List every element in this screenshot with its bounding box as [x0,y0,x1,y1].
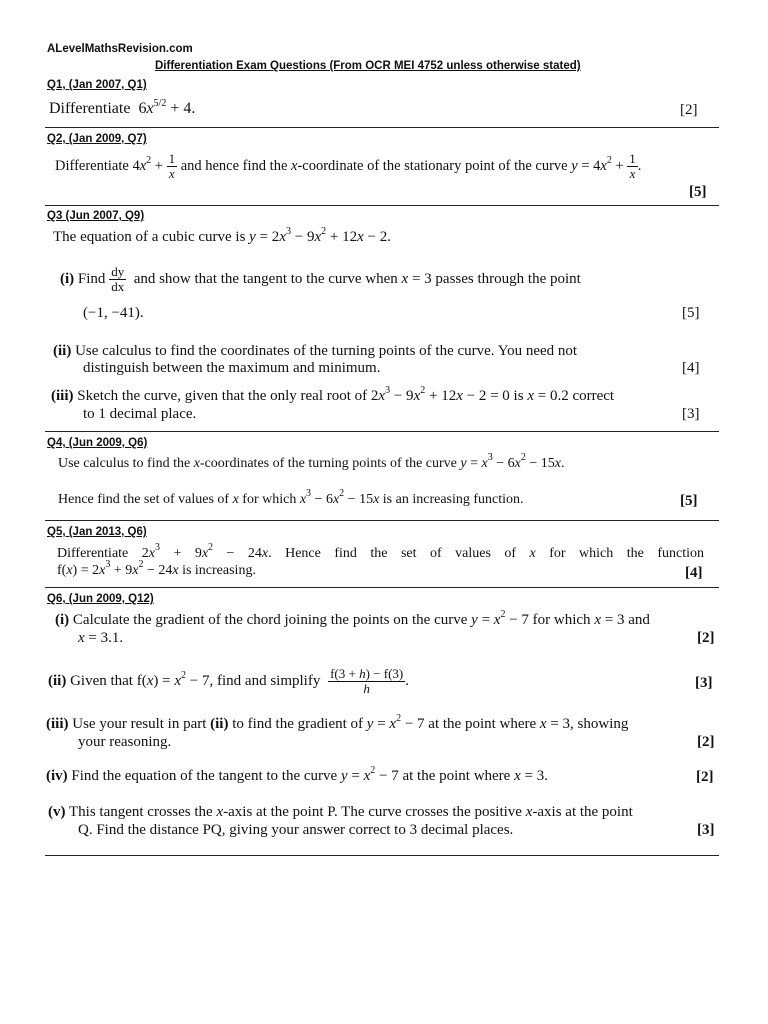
q2-heading: Q2, (Jan 2009, Q7) [47,133,147,145]
q4-line2: Hence find the set of values of x for which $x^3 - 6x^2 - 15x$ is an increasing function. [58,488,524,507]
q6-mark-v: [3] [697,822,715,838]
q6-part-iii: (iii) Use your result in part (ii) to find the gradient of $y = x^2 - 7$ at the point where x = 3, showing [46,713,629,732]
q3-part-ii-line2: distinguish between the maximum and minimum. [83,360,381,376]
q4-mark: [5] [680,493,698,509]
q6-part-v-line2: Q. Find the distance PQ, giving your answer correct to 3 decimal places. [78,822,514,838]
q5-line2: $f(x) = 2x^3 + 9x^2 - 24x$ is increasing. [57,559,256,578]
q6-part-i: (i) Calculate the gradient of the chord joining the points on the curve $y = x^2 - 7$ for which x = 3 and [55,609,650,628]
q3-point: (−1, −41). [83,305,144,321]
q6-part-iv: (iv) Find the equation of the tangent to the curve $y = x^2 - 7$ at the point where x = 3. [46,765,548,784]
q3-mark-i: [5] [682,305,700,321]
q3-part-i: (i) Find $\frac{dy}{dx}$ and show that the tangent to the curve when x = 3 passes through the point [60,264,581,294]
q5-heading: Q5, (Jan 2013, Q6) [47,526,147,538]
q3-part-iii-line2: to 1 decimal place. [83,406,197,422]
q1-text: Differentiate $6x^{5/2} + 4$. [49,98,196,117]
q2-fraction-2: $\frac{1}{x}$ [629,151,636,181]
q3-dydx: $\frac{dy}{dx}$ [111,264,125,294]
q3-divider [45,431,719,432]
q6-mark-iii: [2] [697,734,715,750]
q6-part-v: (v) This tangent crosses the x-axis at the point P. The curve crosses the positive x-axis at the point [48,804,633,820]
q1-heading: Q1, (Jan 2007, Q1) [47,79,147,91]
q1-mark: [2] [680,102,698,118]
q4-line1: Use calculus to find the x-coordinates of the turning points of the curve $y = x^3 - 6x^2 - 15x$. [58,452,565,471]
q5-mark: [4] [685,565,703,581]
site-name: ALevelMathsRevision.com [47,43,193,55]
q2-rest: and hence find the [180,157,288,174]
q5-divider [45,587,719,588]
q6-part-i-line2: x = 3.1. [78,630,124,646]
q6-part-ii: (ii) Given that $f(x) = x^2 - 7$, find and simplify $\frac{f(3 + h) - f(3)}{h}$ . [48,666,409,696]
q3-part-iii: (iii) Sketch the curve, given that the only real root of $2x^3 - 9x^2 + 12x - 2 = 0$ is x = 0.2 correct [51,385,615,404]
page-subtitle: Differentiation Exam Questions (From OCR MEI 4752 unless otherwise stated) [155,60,581,72]
q6-mark-ii: [3] [695,675,713,691]
q3-mark-iii: [3] [682,406,700,422]
q2-fraction: $\frac{1}{x}$ [168,151,176,181]
q6-part-iii-line2: your reasoning. [78,734,172,750]
q3-intro: The equation of a cubic curve is $y = 2x^3 - 9x^2 + 12x - 2$. [53,226,391,245]
q4-heading: Q4, (Jun 2009, Q6) [47,437,148,449]
q2-text: Differentiate $4x^2$ + $\frac{1}{x}$ and hence find the x-coordinate of the stationary point of the curve $y = 4x^2$ + $\frac{1}{x}$ . [55,151,642,181]
q2-divider [45,205,719,206]
q3-mark-ii: [4] [682,360,700,376]
q5-line1: Differentiate $2x^3 + 9x^2 - 24x$. Hence find the set of values of x for which the function [57,542,704,561]
q6-difference-quotient: $\frac{f(3 + h) - f(3)}{h}$ [330,666,404,696]
q1-divider [45,127,719,128]
q6-mark-i: [2] [697,630,715,646]
q4-divider [45,520,719,521]
q3-heading: Q3 (Jun 2007, Q9) [47,210,145,222]
q6-heading: Q6, (Jun 2009, Q12) [47,593,154,605]
q2-mark: [5] [689,184,707,200]
q6-divider [45,855,719,856]
q1-differentiate: Differentiate [49,100,131,117]
q2-differentiate: Differentiate [55,157,129,174]
q6-mark-iv: [2] [696,769,714,785]
q3-part-ii: (ii) Use calculus to find the coordinates of the turning points of the curve. You need not [53,343,578,359]
